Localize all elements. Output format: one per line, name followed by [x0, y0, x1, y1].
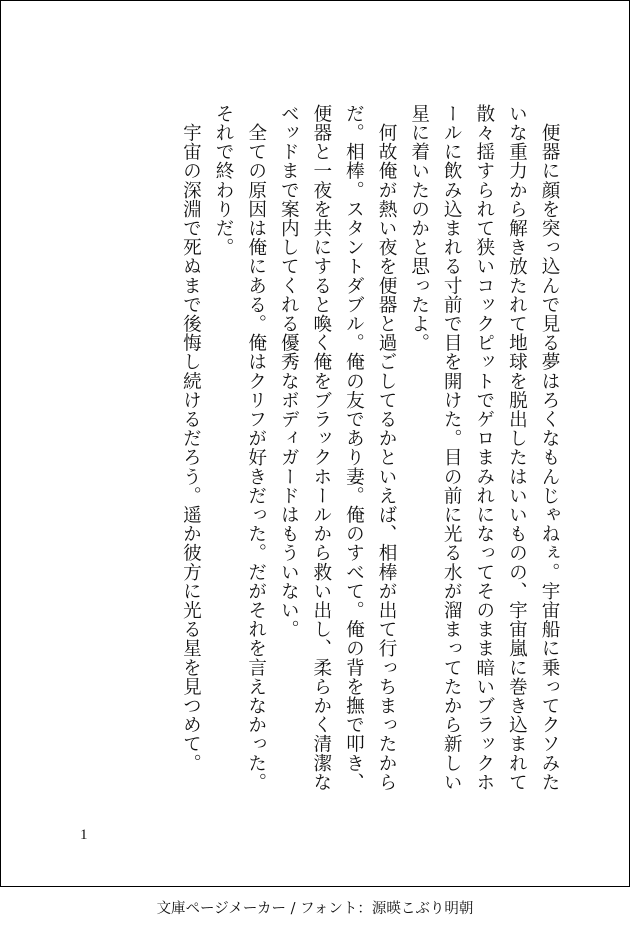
paragraph: 全ての原因は俺にある。俺はクリフが好きだった。だがそれを言えなかった。それで終わりだ。 [213, 104, 267, 792]
page-number: 1 [80, 827, 88, 843]
footer-credit: 文庫ページメーカー / フォント：源暎こぶり明朝 [156, 901, 474, 917]
vertical-text-body [174, 104, 565, 804]
paragraph: 宇宙の深淵で死ぬまで後悔し続けるだろう。遥か彼方に光る星を見つめて。 [180, 104, 202, 773]
paragraph: 便器に顔を突っ込んで見る夢はろくなもんじゃねぇ。宇宙船に乗ってクソみたいな重力から解き放たれて地球を脱出したはいいものの、宇宙嵐に巻き込まれて散々揺すられて狭いコックピットでゲロまみれになってそのまま暗いブラックホールに飲み込まれる寸前で目を開けた。目の前に光る水が溜まってたから新しい星に着いたのかと思ったよ。 [408, 104, 560, 792]
paragraph: 何故俺が熱い夜を便器と過ごしてるかといえば、相棒が出て行っちまったからだ。相棒。スタントダブル。俺の友であり妻。俺のすべて。俺の背を撫で叩き、便器と一夜を共にすると喚く俺をブラックホールから救い出し、柔らかく清潔なベッドまで案内してくれる優秀なボディガードはもういない。 [278, 104, 398, 792]
